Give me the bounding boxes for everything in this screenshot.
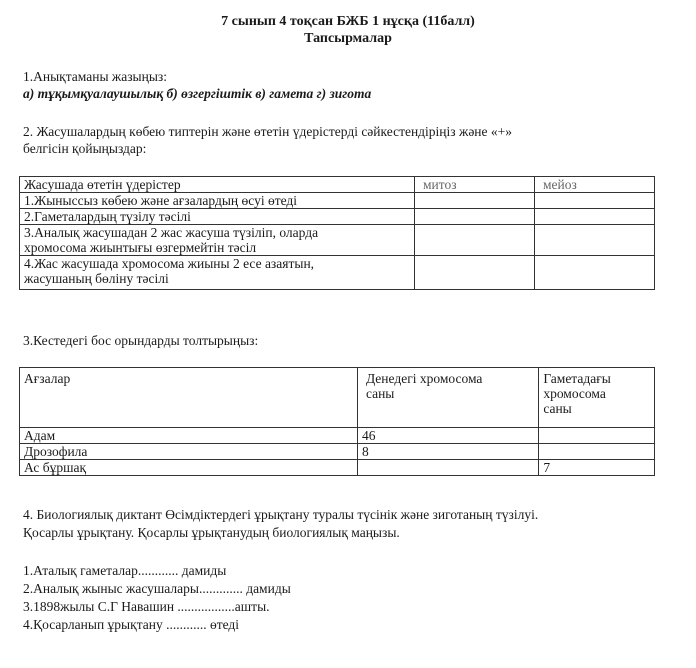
process-cell [20,256,415,290]
process-text-continued: хромосома жиынтығы өзгермейтін тәсіл [24,240,257,255]
header-body-chromosomes [357,368,538,428]
process-text: 4.Жас жасушада хромосома жиыны 2 есе азаятын, [24,256,315,271]
body-chromosome-cell[interactable]: 8 [357,444,538,460]
process-text: 3.Аналық жасушадан 2 жас жасуша түзіліп, оларда [24,225,319,240]
mitosis-answer-cell[interactable] [414,209,534,225]
mitosis-answer-cell[interactable] [414,193,534,209]
task4-instruction-line1: 4. Биологиялық диктант Өсімдіктердегі ұрықтану туралы түсінік және зиготаның түзілуі. [23,507,539,522]
table-row [20,428,655,444]
page-title: 7 сынып 4 тоқсан БЖБ 1 нұсқа (11балл) [221,14,475,29]
page-subtitle: Тапсырмалар [304,31,392,46]
header-organism: Ағзалар [20,368,358,428]
header-body-line1: Денедегі хромосома [365,371,483,386]
dictation-item: 3.1898жылы С.Г Навашин .................ашты. [23,599,270,614]
organism-cell: Дрозофила [20,444,358,460]
body-chromosome-cell[interactable]: 46 [357,428,538,444]
body-chromosome-cell[interactable] [357,460,538,476]
process-text-continued: жасушаның бөліну тәсілі [24,271,169,286]
process-text: 2.Гаметалардың түзілу тәсілі [24,209,191,224]
meiosis-answer-cell[interactable] [534,256,654,290]
header-meiosis: мейоз [534,177,654,193]
table-row [20,256,655,290]
table-row [20,444,655,460]
header-gamete-line1: Гаметадағы [543,371,611,386]
process-text: 1.Жыныссыз көбею және ағзалардың өсуі өтеді [24,193,298,208]
mitosis-answer-cell[interactable] [414,225,534,256]
dictation-item: 4.Қосарланып ұрықтану ............ өтеді [23,617,240,632]
meiosis-answer-cell[interactable] [534,193,654,209]
organism-cell: Ас бұршақ [20,460,358,476]
header-process: Жасушада өтетін үдерістер [20,177,415,193]
table-row [20,209,655,225]
task3-heading: 3.Кестедегі бос орындарды толтырыңыз: [23,333,259,348]
task2-instruction-line1: 2. Жасушалардың көбею типтерін және өтетін үдерістерді сәйкестендіріңіз және «+» [23,124,513,139]
header-body-line2: саны [365,386,395,401]
task4-instruction-line2: Қосарлы ұрықтану. Қосарлы ұрықтанудың биологиялық маңызы. [23,525,400,540]
process-matching-table [19,176,655,290]
gamete-chromosome-cell[interactable] [539,428,655,444]
meiosis-answer-cell[interactable] [534,209,654,225]
table-header-row [20,368,655,428]
table-row [20,193,655,209]
table-header-row [20,177,655,193]
mitosis-answer-cell[interactable] [414,256,534,290]
chromosome-table [19,367,655,476]
meiosis-answer-cell[interactable] [534,225,654,256]
organism-cell: Адам [20,428,358,444]
table-row [20,225,655,256]
process-cell [20,209,415,225]
header-gamete-line3: саны [543,401,572,416]
header-gamete-chromosomes [539,368,655,428]
dictation-item: 2.Аналық жыныс жасушалары............. дамиды [23,581,291,596]
table-row [20,460,655,476]
dictation-item: 1.Аталық гаметалар............ дамиды [23,563,227,578]
process-cell [20,225,415,256]
task1-options: а) тұқымқуалаушылық б) өзгергіштік в) гамета г) зигота [23,86,372,101]
header-mitosis: митоз [414,177,534,193]
task1-heading: 1.Анықтаманы жазыңыз: [23,69,167,84]
process-cell [20,193,415,209]
gamete-chromosome-cell[interactable]: 7 [539,460,655,476]
gamete-chromosome-cell[interactable] [539,444,655,460]
header-gamete-line2: хромосома [543,386,606,401]
task2-instruction-line2: белгісін қойыңыздар: [23,141,147,156]
